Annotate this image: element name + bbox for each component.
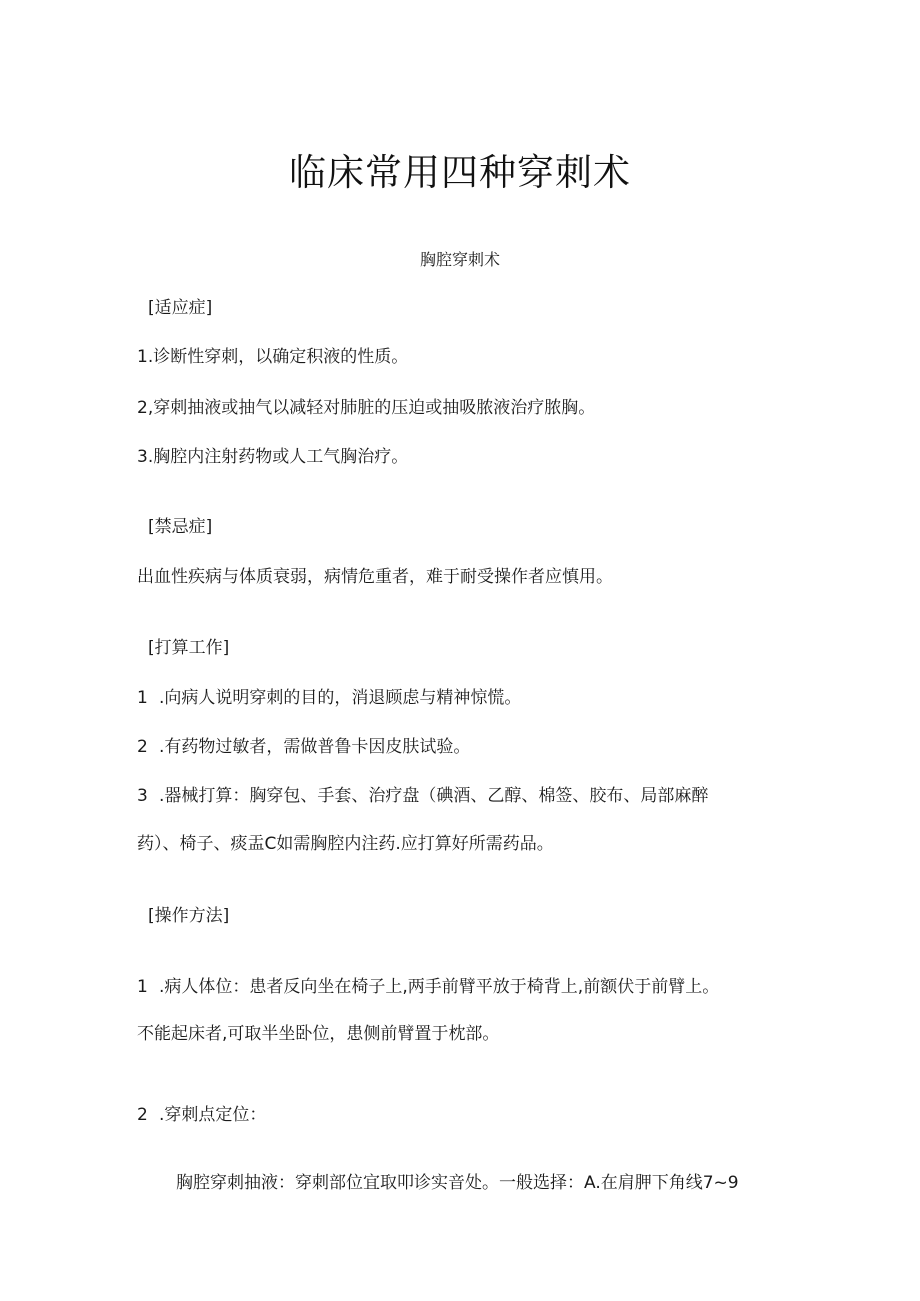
contraindications-heading: [禁忌症] <box>148 517 213 537</box>
procedure-item-2 <box>137 1104 266 1126</box>
item-number: 2 <box>137 737 148 757</box>
item-text: .器械打算：胸穿包、手套、治疗盘（碘酒、乙醇、棉签、胶布、局部麻醉 <box>159 786 709 806</box>
section-title: 胸腔穿刺术 <box>419 250 500 269</box>
item-number: 1 <box>137 977 148 997</box>
item-number: 3 <box>137 786 148 806</box>
item-number: 1 <box>137 688 148 708</box>
item-text: .向病人说明穿刺的目的，消退顾虑与精神惊慌。 <box>159 688 522 708</box>
indications-heading: [适应症] <box>148 298 213 318</box>
procedure-item-1-continuation: 不能起床者,可取半坐卧位，患侧前臂置于枕部。 <box>137 1024 500 1044</box>
preparation-item-3 <box>137 785 708 807</box>
contraindications-text: 出血性疾病与体质衰弱，病情危重者，难于耐受操作者应慎用。 <box>137 567 613 587</box>
procedure-item-1 <box>137 976 719 998</box>
document-title: 临床常用四种穿刺术 <box>289 151 631 194</box>
preparation-item-1 <box>137 687 521 709</box>
item-number: 2 <box>137 1105 148 1125</box>
indication-item-3: 3.胸腔内注射药物或人工气胸治疗。 <box>137 447 409 467</box>
procedure-detail: 胸腔穿刺抽液：穿刺部位宜取叩诊实音处。一般选择：A.在肩胛下角线7~9 <box>176 1173 739 1193</box>
item-text: .穿刺点定位： <box>159 1105 267 1125</box>
item-text: .病人体位：患者反向坐在椅子上,两手前臂平放于椅背上,前额伏于前臂上。 <box>159 977 720 997</box>
item-text: .有药物过敏者，需做普鲁卡因皮肤试验。 <box>159 737 471 757</box>
preparation-heading: [打算工作] <box>148 638 230 658</box>
indication-item-1: 1.诊断性穿刺，以确定积液的性质。 <box>137 347 409 367</box>
indication-item-2: 2,穿刺抽液或抽气以减轻对肺脏的压迫或抽吸脓液治疗脓胸。 <box>137 398 596 418</box>
procedure-heading: [操作方法] <box>148 906 230 926</box>
preparation-continuation: 药）、椅子、痰盂C如需胸腔内注药.应打算好所需药品。 <box>137 834 554 854</box>
preparation-item-2 <box>137 736 470 758</box>
